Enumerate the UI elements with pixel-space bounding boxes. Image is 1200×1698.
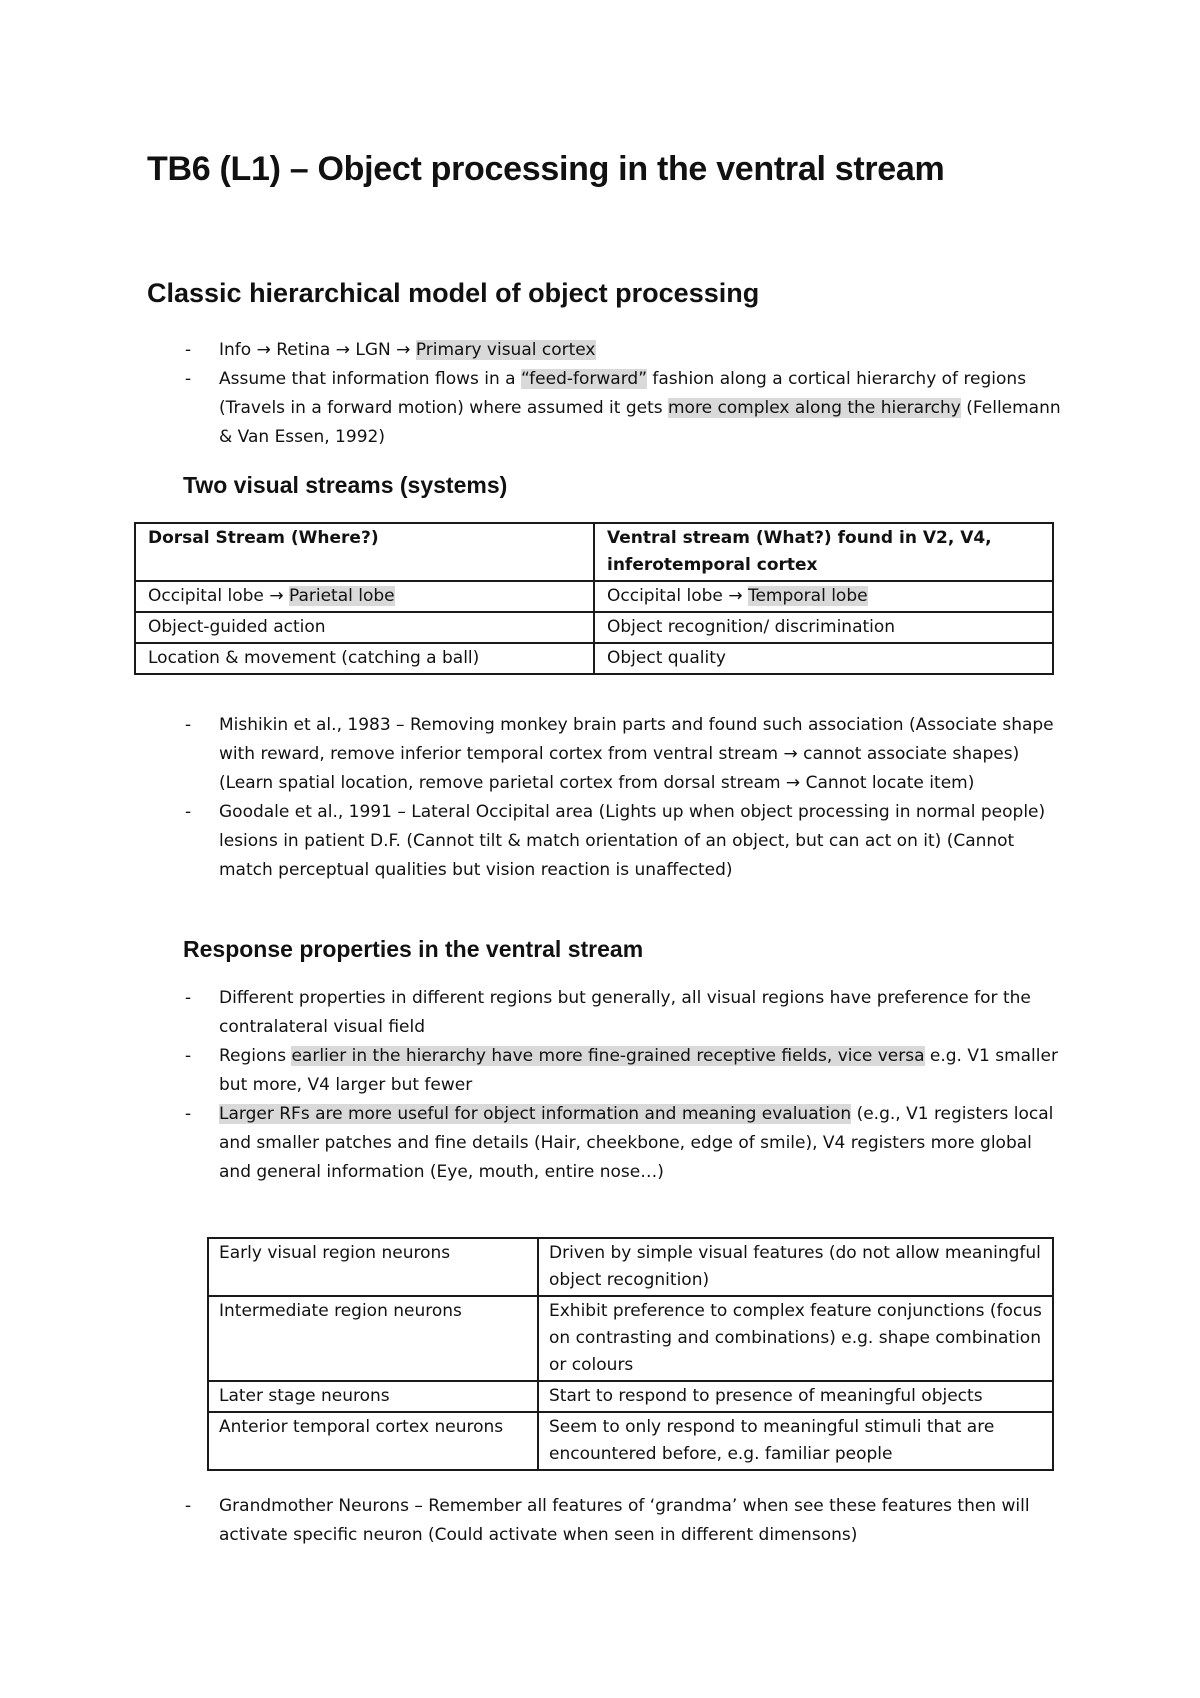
list-item: - Different properties in different regions but generally, all visual regions have preference for the contralateral visual field: [183, 984, 1063, 1042]
arrow-icon: →: [256, 340, 271, 360]
section-heading-response-properties: Response properties in the ventral stream: [183, 936, 644, 962]
table-cell: Occipital lobe → Parietal lobe: [135, 581, 594, 612]
table-cell: Object-guided action: [135, 612, 594, 643]
table-cell: Start to respond to presence of meaningful objects: [538, 1381, 1053, 1412]
table-row: [208, 1412, 1053, 1470]
list-item: - Mishikin et al., 1983 – Removing monkey brain parts and found such association (Associate shape with reward, remove inferior temporal cortex from ventral stream → cannot associate shapes) (Learn spatial location, remove parietal cortex from dorsal stream → Cannot locate item): [183, 711, 1063, 798]
section-heading-two-streams: Two visual streams (systems): [183, 472, 508, 498]
table-cell: Anterior temporal cortex neurons: [208, 1412, 538, 1470]
highlighted-text: Primary visual cortex: [415, 340, 596, 360]
table-cell: Driven by simple visual features (do not allow meaningful object recognition): [538, 1238, 1053, 1296]
list-item: - Goodale et al., 1991 – Lateral Occipital area (Lights up when object processing in normal people) lesions in patient D.F. (Cannot tilt & match orientation of an object, but can act on it) (Cannot match perceptual qualities but vision reaction is unaffected): [183, 798, 1063, 885]
list-item: - Info → Retina → LGN → Primary visual cortex: [183, 336, 1063, 365]
highlighted-text: “feed-forward”: [520, 369, 647, 389]
arrow-icon: →: [269, 586, 284, 606]
highlighted-text: Parietal lobe: [288, 586, 395, 606]
table-row: [208, 1296, 1053, 1381]
table-cell: Dorsal Stream (Where?): [135, 523, 594, 581]
table-row: [135, 523, 1053, 581]
table-cell: Object quality: [594, 643, 1053, 674]
table-cell: Ventral stream (What?) found in V2, V4, inferotemporal cortex: [594, 523, 1053, 581]
table-row: [135, 612, 1053, 643]
table-row: [208, 1238, 1053, 1296]
list-item: - Larger RFs are more useful for object information and meaning evaluation (e.g., V1 registers local and smaller patches and fine details (Hair, cheekbone, edge of smile), V4 registers more global and general information (Eye, mouth, entire nose…): [183, 1100, 1063, 1187]
list-item: - Assume that information flows in a “feed-forward” fashion along a cortical hierarchy of regions (Travels in a forward motion) where assumed it gets more complex along the hierarchy (Fellemann & Van Essen, 1992): [183, 365, 1063, 452]
response-properties-list: [183, 984, 1063, 1187]
grandmother-neuron-list: [183, 1492, 1063, 1550]
highlighted-text: more complex along the hierarchy: [668, 398, 961, 418]
hierarchical-model-list: [183, 336, 1063, 452]
section-heading-hierarchical-model: Classic hierarchical model of object processing: [147, 278, 760, 308]
table-row: [208, 1381, 1053, 1412]
table-cell: Occipital lobe → Temporal lobe: [594, 581, 1053, 612]
arrow-icon: →: [396, 340, 411, 360]
list-item: - Grandmother Neurons – Remember all features of ‘grandma’ when see these features then will activate specific neuron (Could activate when seen in different dimensons): [183, 1492, 1063, 1550]
table-cell: Object recognition/ discrimination: [594, 612, 1053, 643]
table-cell: Later stage neurons: [208, 1381, 538, 1412]
neuron-stages-table: [207, 1237, 1054, 1471]
highlighted-text: Larger RFs are more useful for object information and meaning evaluation: [219, 1104, 852, 1124]
arrow-icon: →: [783, 744, 798, 764]
visual-streams-table: [134, 522, 1054, 675]
highlighted-text: Temporal lobe: [747, 586, 868, 606]
table-row: [135, 643, 1053, 674]
page-title: TB6 (L1) – Object processing in the ventral stream: [147, 150, 945, 188]
table-cell: Early visual region neurons: [208, 1238, 538, 1296]
streams-evidence-list: [183, 711, 1063, 885]
table-cell: Intermediate region neurons: [208, 1296, 538, 1381]
table-row: [135, 581, 1053, 612]
highlighted-text: earlier in the hierarchy have more fine-grained receptive fields, vice versa: [291, 1046, 925, 1066]
arrow-icon: →: [728, 586, 743, 606]
table-cell: Location & movement (catching a ball): [135, 643, 594, 674]
arrow-icon: →: [785, 773, 801, 793]
arrow-icon: →: [335, 340, 350, 360]
table-cell: Exhibit preference to complex feature conjunctions (focus on contrasting and combinations) e.g. shape combination or colours: [538, 1296, 1053, 1381]
list-item: - Regions earlier in the hierarchy have more fine-grained receptive fields, vice versa e.g. V1 smaller but more, V4 larger but fewer: [183, 1042, 1063, 1100]
table-cell: Seem to only respond to meaningful stimuli that are encountered before, e.g. familiar people: [538, 1412, 1053, 1470]
